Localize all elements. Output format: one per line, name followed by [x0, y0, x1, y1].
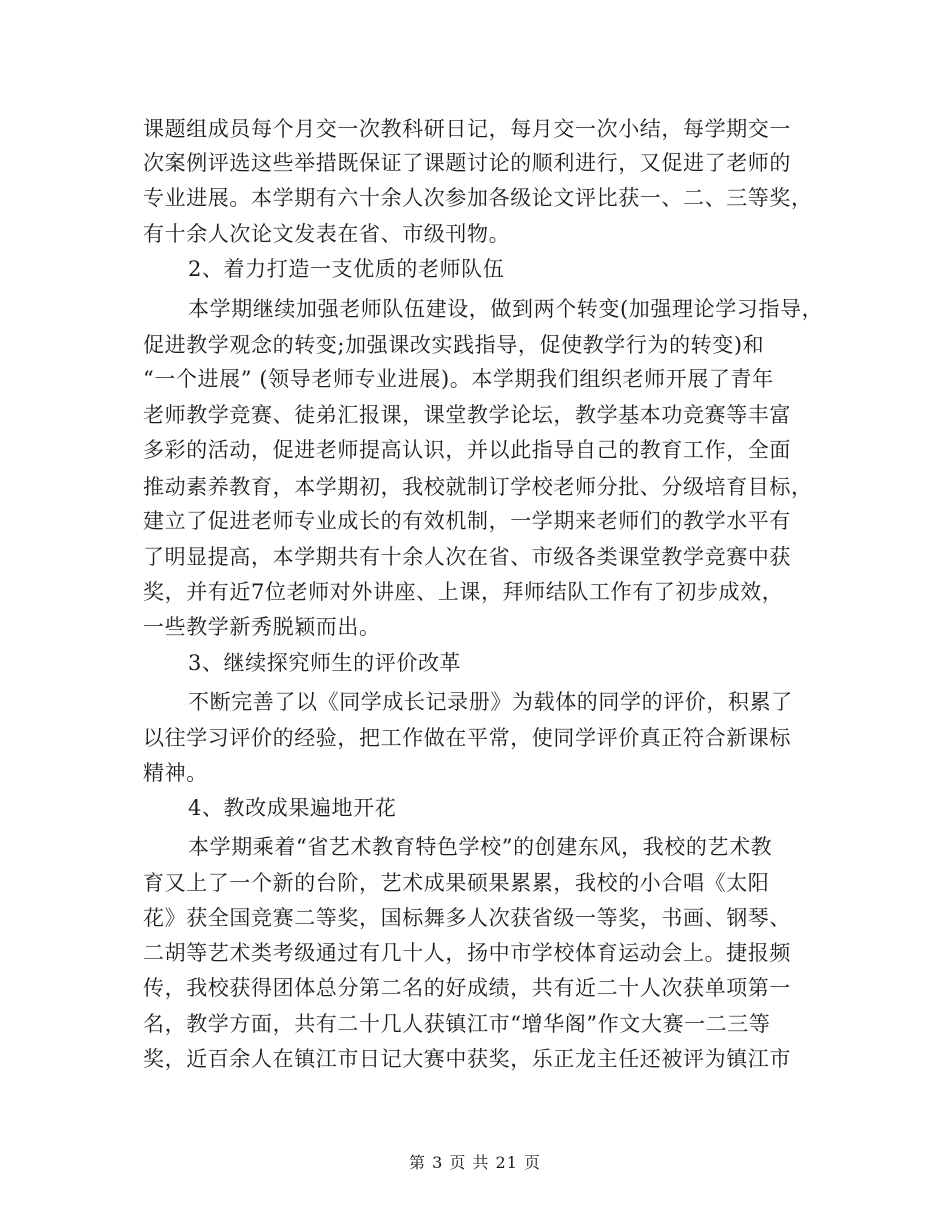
body-text-line: 不断完善了以《同学成长记录册》为载体的同学的评价，积累了 [188, 690, 793, 714]
body-text-line: 老师教学竞赛、徒弟汇报课，课堂教学论坛，教学基本功竞赛等丰富 [143, 403, 791, 427]
body-text-line: 以往学习评价的经验，把工作做在平常，使同学评价真正符合新课标 [143, 726, 791, 750]
body-text-line: 专业进展。本学期有六十余人次参加各级论文评比获一、二、三等奖， [143, 186, 813, 210]
body-text-line: 奖，并有近7位老师对外讲座、上课，拜师结队工作有了初步成效， [143, 580, 784, 604]
body-text-line: 本学期继续加强老师队伍建设，做到两个转变(加强理论学习指导， [188, 297, 824, 321]
section-heading: 3、继续探究师生的评价改革 [188, 651, 462, 675]
body-text-line: 花》获全国竞赛二等奖，国标舞多人次获省级一等奖，书画、钢琴、 [143, 906, 791, 930]
body-text-line: 次案例评选这些举措既保证了课题讨论的顺利进行，又促进了老师的 [143, 151, 791, 175]
section-heading: 2、着力打造一支优质的老师队伍 [188, 257, 505, 281]
body-text-line: 传，我校获得团体总分第二名的好成绩，共有近二十人次获单项第一 [143, 976, 791, 1000]
body-text-line: “一个进展” (领导老师专业进展)。本学期我们组织老师开展了青年 [143, 367, 774, 391]
body-text-line: 精神。 [143, 761, 208, 785]
body-text-line: 二胡等艺术类考级通过有几十人，扬中市学校体育运动会上。捷报频 [143, 941, 791, 965]
body-text-line: 一些教学新秀脱颖而出。 [143, 615, 381, 639]
body-text-line: 推动素养教育，本学期初，我校就制订学校老师分批、分级培育目标， [143, 475, 813, 499]
page-number-footer: 第 3 页 共 21 页 [409, 1153, 541, 1172]
body-text-line: 了明显提高，本学期共有十余人次在省、市级各类课堂教学竞赛中获 [143, 545, 791, 569]
body-text-line: 奖，近百余人在镇江市日记大赛中获奖，乐正龙主任还被评为镇江市 [143, 1047, 791, 1071]
body-text-line: 有十余人次论文发表在省、市级刊物。 [143, 222, 511, 246]
body-text-line: 建立了促进老师专业成长的有效机制，一学期来老师们的教学水平有 [143, 509, 791, 533]
section-heading: 4、教改成果遍地开花 [188, 796, 397, 820]
body-text-line: 本学期乘着“省艺术教育特色学校”的创建东风，我校的艺术教 [188, 835, 773, 859]
body-text-line: 课题组成员每个月交一次教科研日记，每月交一次小结，每学期交一 [143, 117, 791, 141]
body-text-line: 名，教学方面，共有二十几人获镇江市“增华阁”作文大赛一二三等 [143, 1012, 771, 1036]
body-text-line: 育又上了一个新的台阶，艺术成果硕果累累，我校的小合唱《太阳 [143, 871, 770, 895]
body-text-line: 多彩的活动，促进老师提高认识，并以此指导自己的教育工作，全面 [143, 438, 791, 462]
body-text-line: 促进教学观念的转变;加强课改实践指导，促使教学行为的转变)和 [143, 333, 765, 357]
